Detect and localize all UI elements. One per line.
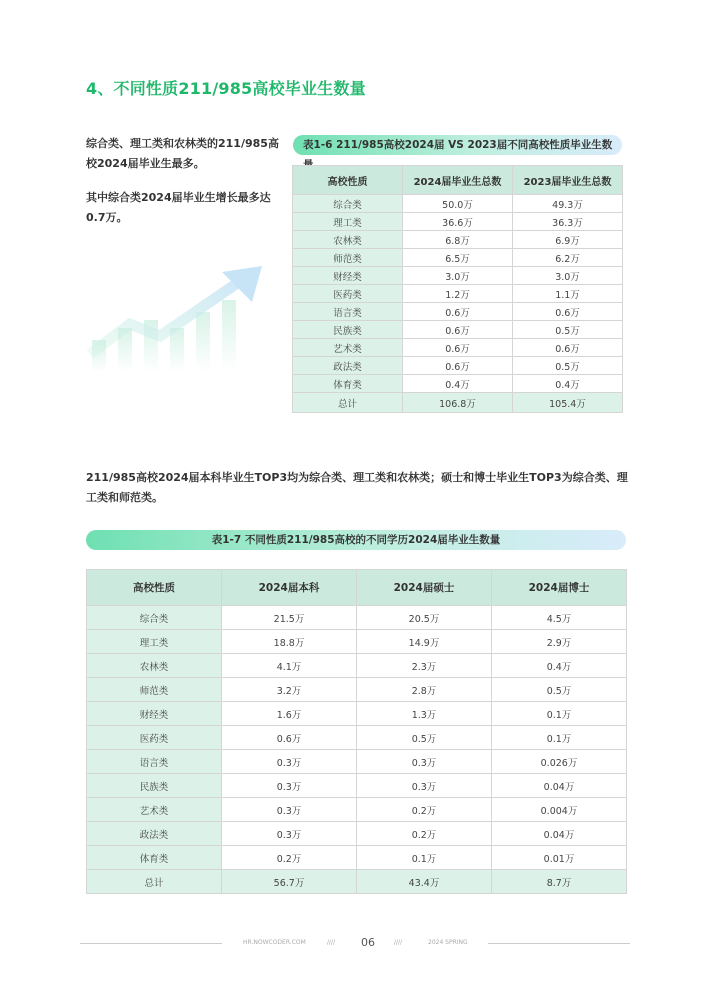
column-header: 高校性质: [293, 166, 403, 195]
value-cell: 3.0万: [513, 267, 623, 285]
footer-edition: 2024 SPRING: [428, 939, 468, 946]
value-cell: 20.5万: [357, 606, 492, 630]
value-cell: 1.3万: [357, 702, 492, 726]
footer-divider: [80, 943, 222, 944]
note-text: 211/985高校2024届本科毕业生TOP3均为综合类、理工类和农林类；硕士和博士毕业生TOP3为综合类、理工类和师范类。: [86, 471, 628, 504]
value-cell: 21.5万: [222, 606, 357, 630]
value-cell: 0.6万: [513, 339, 623, 357]
row-label-cell: 总计: [87, 870, 222, 894]
row-label-cell: 体育类: [293, 375, 403, 393]
value-cell: 105.4万: [513, 393, 623, 413]
value-cell: 36.3万: [513, 213, 623, 231]
footer-separator: ////: [394, 939, 403, 946]
value-cell: 0.3万: [222, 750, 357, 774]
value-cell: 0.1万: [492, 726, 627, 750]
row-label-cell: 综合类: [293, 195, 403, 213]
value-cell: 43.4万: [357, 870, 492, 894]
table-row: [293, 303, 623, 321]
value-cell: 0.04万: [492, 822, 627, 846]
value-cell: 4.1万: [222, 654, 357, 678]
row-label-cell: 综合类: [87, 606, 222, 630]
table-row: [87, 774, 627, 798]
value-cell: 0.6万: [403, 339, 513, 357]
value-cell: 0.1万: [357, 846, 492, 870]
value-cell: 0.4万: [513, 375, 623, 393]
value-cell: 2.9万: [492, 630, 627, 654]
table-row: [87, 798, 627, 822]
table-row: [293, 213, 623, 231]
value-cell: 0.6万: [222, 726, 357, 750]
value-cell: 0.3万: [357, 750, 492, 774]
table-row: [293, 285, 623, 303]
footer-separator: ////: [327, 939, 336, 946]
value-cell: 0.5万: [492, 678, 627, 702]
value-cell: 0.2万: [357, 798, 492, 822]
value-cell: 0.5万: [513, 357, 623, 375]
value-cell: 36.6万: [403, 213, 513, 231]
section-title: 4、不同性质211/985高校毕业生数量: [86, 79, 366, 98]
table-row: [293, 321, 623, 339]
row-label-cell: 农林类: [87, 654, 222, 678]
table-row: [87, 630, 627, 654]
table-row: [293, 195, 623, 213]
row-label-cell: 艺术类: [87, 798, 222, 822]
value-cell: 0.04万: [492, 774, 627, 798]
row-label-cell: 理工类: [87, 630, 222, 654]
row-label-cell: 语言类: [293, 303, 403, 321]
table-row: [293, 357, 623, 375]
row-label-cell: 艺术类: [293, 339, 403, 357]
value-cell: 0.3万: [357, 774, 492, 798]
row-label-cell: 政法类: [87, 822, 222, 846]
value-cell: 6.8万: [403, 231, 513, 249]
value-cell: 2.3万: [357, 654, 492, 678]
column-header: 2023届毕业生总数: [513, 166, 623, 195]
footer-site: HR.NOWCODER.COM: [243, 939, 306, 946]
table-row: [87, 702, 627, 726]
column-header: 2024届博士: [492, 570, 627, 606]
value-cell: 49.3万: [513, 195, 623, 213]
row-label-cell: 财经类: [293, 267, 403, 285]
column-header: 2024届本科: [222, 570, 357, 606]
table1: [292, 165, 623, 413]
value-cell: 0.1万: [492, 702, 627, 726]
value-cell: 0.6万: [403, 303, 513, 321]
value-cell: 0.3万: [222, 798, 357, 822]
growth-arrow-icon: [86, 262, 276, 372]
value-cell: 2.8万: [357, 678, 492, 702]
value-cell: 56.7万: [222, 870, 357, 894]
table1-caption: 表1-6 211/985高校2024届 VS 2023届不同高校性质毕业生数: [293, 135, 622, 155]
table2: [86, 569, 627, 894]
row-label-cell: 体育类: [87, 846, 222, 870]
table-row: [87, 846, 627, 870]
value-cell: 18.8万: [222, 630, 357, 654]
row-label-cell: 民族类: [87, 774, 222, 798]
table-header-row: [293, 166, 623, 195]
value-cell: 0.026万: [492, 750, 627, 774]
value-cell: 4.5万: [492, 606, 627, 630]
table-row: [293, 375, 623, 393]
table2-caption: 表1-7 不同性质211/985高校的不同学历2024届毕业生数量: [86, 530, 626, 550]
row-label-cell: 语言类: [87, 750, 222, 774]
page-number: 06: [361, 936, 375, 949]
value-cell: 1.2万: [403, 285, 513, 303]
row-label-cell: 师范类: [87, 678, 222, 702]
value-cell: 0.6万: [403, 357, 513, 375]
value-cell: 3.0万: [403, 267, 513, 285]
value-cell: 50.0万: [403, 195, 513, 213]
value-cell: 0.6万: [513, 303, 623, 321]
table-header-row: [87, 570, 627, 606]
value-cell: 0.01万: [492, 846, 627, 870]
value-cell: 0.004万: [492, 798, 627, 822]
value-cell: 0.5万: [357, 726, 492, 750]
row-label-cell: 医药类: [87, 726, 222, 750]
row-label-cell: 农林类: [293, 231, 403, 249]
row-label-cell: 总计: [293, 393, 403, 413]
table-row: [87, 750, 627, 774]
row-label-cell: 医药类: [293, 285, 403, 303]
row-label-cell: 财经类: [87, 702, 222, 726]
footer-divider: [488, 943, 630, 944]
value-cell: 6.9万: [513, 231, 623, 249]
table-row: [87, 822, 627, 846]
intro-text: [86, 134, 286, 242]
table-row: [87, 726, 627, 750]
value-cell: 0.6万: [403, 321, 513, 339]
value-cell: 0.2万: [222, 846, 357, 870]
intro-paragraph-2: 其中综合类2024届毕业生增长最多达0.7万。: [86, 191, 271, 224]
page-footer: [80, 934, 630, 954]
intro-paragraph-1: 综合类、理工类和农林类的211/985高校2024届毕业生最多。: [86, 137, 279, 170]
value-cell: 3.2万: [222, 678, 357, 702]
row-label-cell: 政法类: [293, 357, 403, 375]
value-cell: 0.3万: [222, 774, 357, 798]
value-cell: 14.9万: [357, 630, 492, 654]
value-cell: 1.1万: [513, 285, 623, 303]
value-cell: 0.3万: [222, 822, 357, 846]
row-label-cell: 师范类: [293, 249, 403, 267]
table-row: [87, 678, 627, 702]
table-row: [293, 267, 623, 285]
column-header: 2024届硕士: [357, 570, 492, 606]
table-row: [293, 393, 623, 413]
table-row: [293, 231, 623, 249]
column-header: 高校性质: [87, 570, 222, 606]
value-cell: 1.6万: [222, 702, 357, 726]
value-cell: 106.8万: [403, 393, 513, 413]
value-cell: 6.2万: [513, 249, 623, 267]
value-cell: 0.4万: [403, 375, 513, 393]
table-row: [87, 654, 627, 678]
table-row: [293, 339, 623, 357]
table-row: [293, 249, 623, 267]
table-row: [87, 606, 627, 630]
value-cell: 8.7万: [492, 870, 627, 894]
row-label-cell: 民族类: [293, 321, 403, 339]
column-header: 2024届毕业生总数: [403, 166, 513, 195]
row-label-cell: 理工类: [293, 213, 403, 231]
value-cell: 0.2万: [357, 822, 492, 846]
value-cell: 0.5万: [513, 321, 623, 339]
table-row: [87, 870, 627, 894]
value-cell: 6.5万: [403, 249, 513, 267]
value-cell: 0.4万: [492, 654, 627, 678]
